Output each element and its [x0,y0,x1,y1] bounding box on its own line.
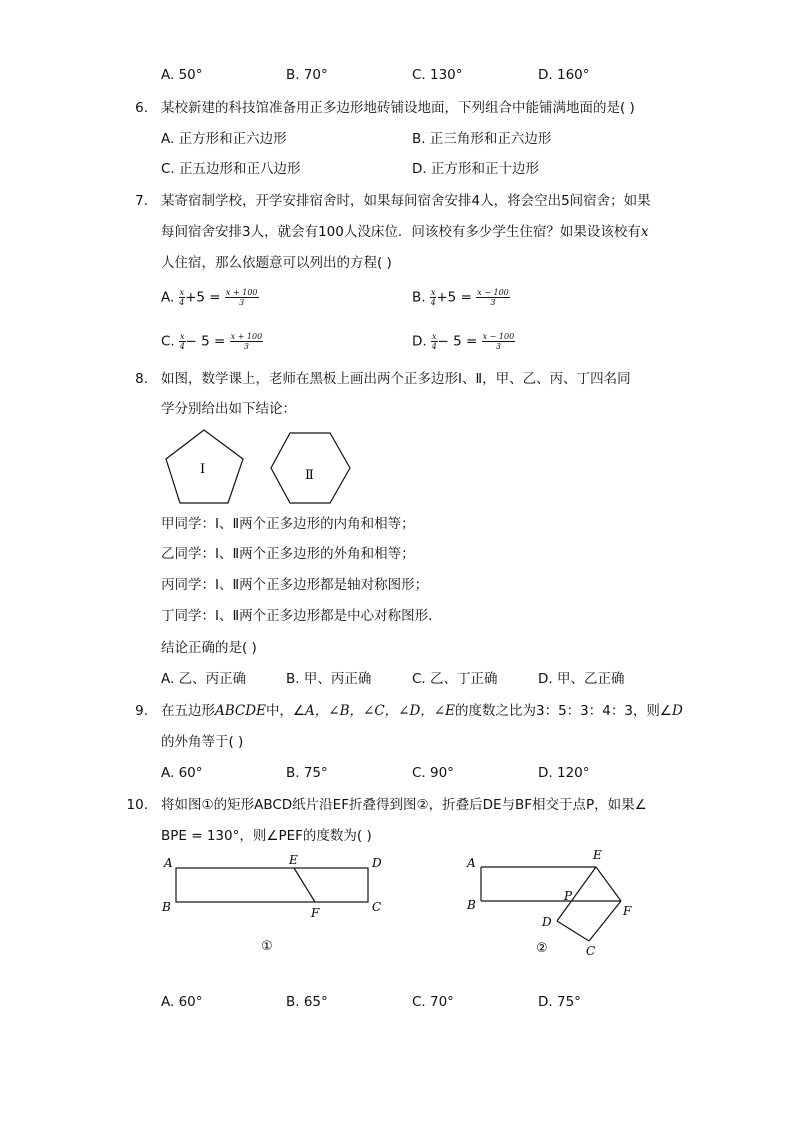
q9-number: 9. [135,703,148,719]
q6-option-c: C. 正五边形和正八边形 [161,161,301,177]
fig2-label-b: B [467,898,476,912]
q10-option-a: A. 60° [161,994,203,1010]
q10-number: 10. [126,797,148,813]
q8-polygons-figure [160,425,360,510]
pentagon-label: Ⅰ [200,462,206,477]
q7-option-b: B. $\frac{x}{4}$ +5 = $\frac{x - 100}{3}$ [412,288,509,307]
q8-ask: 结论正确的是( ) [161,640,257,656]
fig2-label-e: E [593,848,602,862]
q8-statement-2: 乙同学：Ⅰ、Ⅱ两个正多边形的外角和相等； [161,546,415,562]
q10-option-d: D. 75° [538,994,581,1010]
edge-dc [557,921,589,941]
edge-ed [557,867,596,921]
q7-option-d: D. $\frac{x}{4}$ − 5 = $\frac{x - 100}{3}$ [412,332,515,351]
q6-option-a: A. 正方形和正六边形 [161,131,287,147]
q7-line2: 每间宿舍安排3人，就会有100人没床位．问该校有多少学生住宿？如果设该校有x [161,224,649,240]
fig2-label-a: A [467,856,476,870]
fig1-caption: ① [261,939,273,954]
q7-line3: 人住宿，那么依题意可以列出的方程( ) [161,255,392,271]
fig2-label-p: P [564,889,573,903]
fig1-label-a: A [164,856,173,870]
q10-line1: 将如图①的矩形ABCD纸片沿EF折叠得到图②，折叠后DE与BF相交于点P，如果∠ [161,797,647,813]
q5-option-b: B. 70° [286,67,328,83]
edge-cf [589,901,621,941]
q8-number: 8. [135,371,148,387]
q8-statement-4: 丁同学：Ⅰ、Ⅱ两个正多边形都是中心对称图形． [161,608,442,624]
fig1-label-c: C [372,900,382,914]
q8-option-c: C. 乙、丁正确 [412,671,498,687]
q6-number: 6. [135,100,148,116]
fig1-label-e: E [289,853,298,867]
q9-option-a: A. 60° [161,765,203,781]
q5-option-a: A. 50° [161,67,203,83]
q8-option-b: B. 甲、丙正确 [286,671,372,687]
q10-line2: BPE = 130°，则∠PEF的度数为( ) [161,828,372,844]
q7-number: 7. [135,193,148,209]
q8-option-d: D. 甲、乙正确 [538,671,625,687]
q9-option-c: C. 90° [412,765,454,781]
fig1-label-b: B [162,900,171,914]
fig1-label-f: F [311,906,320,920]
q6-option-d: D. 正方形和正十边形 [412,161,539,177]
q9-line1: 在五边形ABCDE中，∠A，∠B，∠C，∠D，∠E的度数之比为3：5：3：4：3，则∠D [161,703,683,719]
fig2-label-c: C [586,944,596,958]
rectangle-abcd [176,868,368,902]
fold-line-ef [294,868,315,902]
q7-option-a: A. $\frac{x}{4}$ +5 = $\frac{x + 100}{3}$ [161,288,258,307]
q9-line2: 的外角等于( ) [161,734,244,750]
fig2-label-d: D [542,915,552,929]
fig2-label-f: F [623,904,632,918]
q8-line2: 学分别给出如下结论： [161,401,296,417]
q8-line1: 如图，数学课上，老师在黑板上画出两个正多边形Ⅰ、Ⅱ，甲、乙、丙、丁四名同 [161,371,631,387]
q9-option-b: B. 75° [286,765,328,781]
q6-stem: 某校新建的科技馆准备用正多边形地砖铺设地面，下列组合中能铺满地面的是( ) [161,100,635,116]
q10-figure-2 [460,845,660,965]
q7-line1: 某寄宿制学校，开学安排宿舍时，如果每间宿舍安排4人，将会空出5间宿舍；如果 [161,193,651,209]
hexagon-label: Ⅱ [305,468,314,483]
fig2-caption: ② [536,941,548,956]
q6-option-b: B. 正三角形和正六边形 [412,131,552,147]
q5-option-d: D. 160° [538,67,590,83]
fig1-label-d: D [372,856,382,870]
q8-option-a: A. 乙、丙正确 [161,671,247,687]
q7-option-c: C. $\frac{x}{4}$ − 5 = $\frac{x + 100}{3}$ [161,332,263,351]
q9-option-d: D. 120° [538,765,590,781]
q10-option-b: B. 65° [286,994,328,1010]
q8-statement-3: 丙同学：Ⅰ、Ⅱ两个正多边形都是轴对称图形； [161,577,429,593]
q10-option-c: C. 70° [412,994,454,1010]
q10-figure-1 [160,850,400,960]
q8-statement-1: 甲同学：Ⅰ、Ⅱ两个正多边形的内角和相等； [161,516,415,532]
q5-option-c: C. 130° [412,67,463,83]
edge-ef [596,867,621,901]
